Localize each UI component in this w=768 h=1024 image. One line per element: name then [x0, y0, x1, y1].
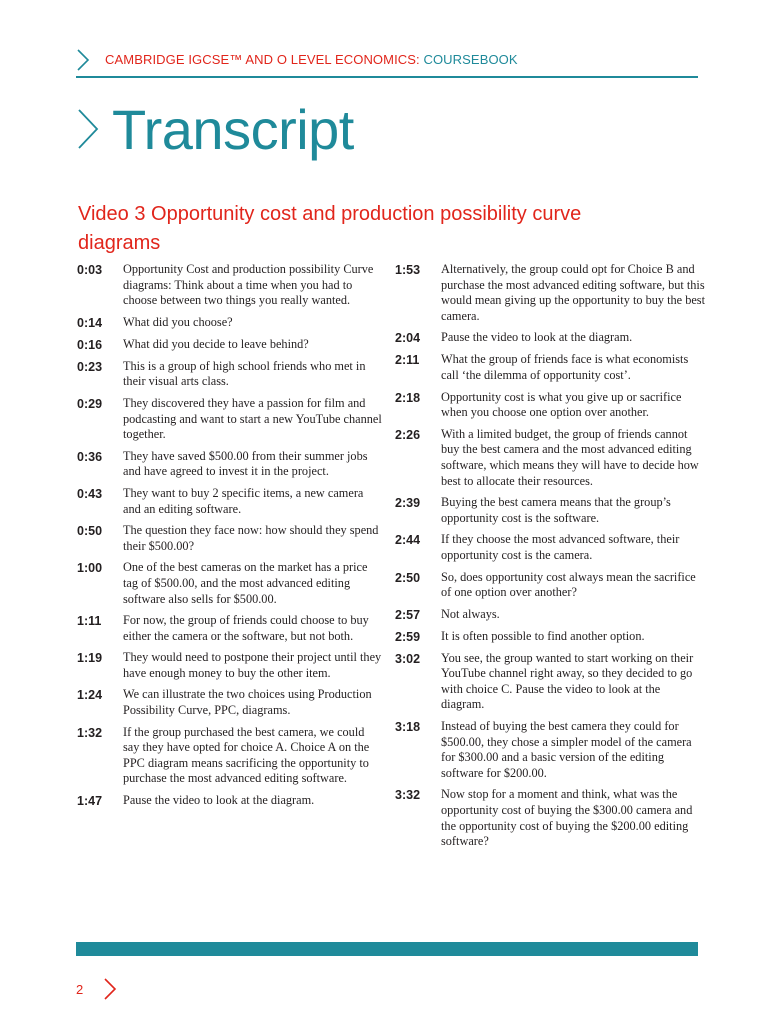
transcript-entry: [77, 560, 382, 607]
left-column: [77, 262, 382, 809]
timestamp: 1:24: [77, 688, 103, 703]
timestamp: 1:53: [395, 263, 421, 277]
timestamp: 0:29: [77, 396, 103, 411]
transcript-entry: [77, 650, 382, 681]
timestamp: 1:32: [77, 725, 103, 740]
transcript-text: You see, the group wanted to start working on their YouTube channel right away, so they decided to go with choice C. Pause the video to look at the diagram.: [441, 650, 694, 712]
transcript-entry: [395, 532, 705, 563]
running-header: [76, 44, 698, 78]
chevron-right-icon: [76, 48, 90, 72]
timestamp: 1:47: [77, 794, 103, 809]
transcript-text: For now, the group of friends could choose to buy either the camera or the software, but not both.: [123, 613, 369, 643]
transcript-entry: [77, 523, 382, 554]
timestamp: 2:04: [395, 331, 421, 346]
chevron-right-icon: [103, 977, 117, 1001]
timestamp: 1:19: [77, 651, 103, 666]
series-title: CAMBRIDGE IGCSE™ AND O LEVEL ECONOMICS:: [105, 52, 420, 67]
timestamp: 2:59: [395, 629, 421, 644]
transcript-text: Pause the video to look at the diagram.: [441, 330, 633, 345]
section-subtitle: Video 3 Opportunity cost and production possibility curve diagrams: [78, 203, 582, 254]
transcript-text: Instead of buying the best camera they could for $500.00, they chose a simpler model of the camera for $300.00 and a basic version of the editing software for $200.00.: [441, 719, 692, 780]
timestamp: 2:44: [395, 533, 421, 548]
timestamp: 0:36: [77, 449, 103, 464]
transcript-text: What did you choose?: [123, 314, 233, 329]
timestamp: 0:16: [77, 337, 103, 352]
chevron-right-icon: [76, 107, 100, 151]
timestamp: 0:14: [77, 315, 103, 330]
transcript-text: We can illustrate the two choices using Production Possibility Curve, PPC, diagrams.: [123, 687, 372, 718]
transcript-entry: [77, 613, 382, 644]
transcript-entry: [395, 390, 705, 421]
transcript-entry: [395, 330, 705, 346]
transcript-entry: [77, 687, 382, 718]
transcript-entry: [395, 427, 705, 489]
transcript-entry: [395, 629, 705, 645]
transcript-text: Alternatively, the group could opt for Choice B and purchase the most advanced editing software, but this would mean giving up the opportunity to buy the best camera.: [441, 262, 706, 323]
transcript-text: If they choose the most advanced software, their opportunity cost is the camera.: [441, 532, 680, 562]
transcript-entry: [395, 495, 705, 526]
timestamp: 1:11: [77, 614, 102, 629]
transcript-text: It is often possible to find another option.: [441, 628, 645, 643]
timestamp: 0:43: [77, 486, 103, 501]
transcript-text: One of the best cameras on the market has a price tag of $500.00, and the most advanced editing software also sells for $500.00.: [123, 560, 368, 606]
timestamp: 2:57: [395, 607, 421, 622]
transcript-text: Opportunity Cost and production possibility Curve diagrams: Think about a time when you had to choose between two things you really wanted.: [123, 262, 374, 308]
transcript-text: Buying the best camera means that the group’s opportunity cost is the software.: [441, 495, 671, 525]
footer-bar: [76, 942, 698, 956]
transcript-entry: [395, 719, 705, 781]
timestamp: 2:26: [395, 427, 421, 442]
transcript-entry: [395, 352, 705, 383]
transcript-entry: [77, 449, 382, 480]
transcript-text: With a limited budget, the group of friends cannot buy the best camera and the most advanced editing software, which means they will have to decide how best to allocate their resources.: [441, 426, 699, 488]
transcript-text: They discovered they have a passion for film and podcasting and want to start a new YouTube channel together.: [123, 395, 382, 442]
transcript-text: Pause the video to look at the diagram.: [123, 793, 315, 808]
transcript-entry: [395, 570, 705, 601]
transcript-entry: [77, 793, 382, 809]
transcript-text: This is a group of high school friends who met in their visual arts class.: [123, 358, 366, 389]
book-title: COURSEBOOK: [423, 52, 518, 67]
transcript-text: If the group purchased the best camera, we could say they have opted for choice A. Choice A on the PPC diagram means sacrificing the opportunity to purchase the most advanced editing software.: [123, 724, 370, 786]
timestamp: 2:50: [395, 570, 421, 585]
header-text: [105, 52, 518, 67]
page-number: 2: [76, 982, 84, 997]
transcript-text: The question they face now: how should they spend their $500.00?: [123, 523, 379, 553]
timestamp: 3:18: [395, 720, 421, 735]
timestamp: 0:03: [77, 263, 103, 277]
timestamp: 3:02: [395, 651, 421, 666]
timestamp: 1:00: [77, 561, 103, 576]
transcript-entry: [395, 787, 705, 849]
transcript-entry: [395, 651, 705, 713]
page-title: Transcript: [112, 98, 354, 161]
transcript-entry: [77, 262, 382, 309]
transcript-text: They want to buy 2 specific items, a new camera and an editing software.: [123, 485, 364, 516]
transcript-entry: [77, 396, 382, 443]
timestamp: 2:39: [395, 496, 421, 511]
transcript-text: Not always.: [441, 606, 500, 621]
timestamp: 3:32: [395, 788, 421, 803]
transcript-text: What did you decide to leave behind?: [123, 336, 309, 351]
transcript-text: They have saved $500.00 from their summer jobs and have agreed to invest it in the project.: [123, 448, 368, 479]
timestamp: 0:50: [77, 524, 103, 539]
transcript-text: What the group of friends face is what economists call ‘the dilemma of opportunity cost’.: [441, 352, 689, 382]
transcript-entry: [77, 337, 382, 353]
timestamp: 2:11: [395, 353, 420, 368]
transcript-entry: [77, 315, 382, 331]
transcript-text: Opportunity cost is what you give up or sacrifice when you choose one option over another.: [441, 389, 682, 420]
transcript-entry: [77, 725, 382, 787]
transcript-text: Now stop for a moment and think, what was the opportunity cost of buying the $300.00 camera and the opportunity cost of buying the $200.00 editing software?: [441, 787, 693, 849]
timestamp: 2:18: [395, 390, 421, 405]
transcript-entry: [77, 359, 382, 390]
transcript-entry: [395, 262, 705, 324]
transcript-text: They would need to postpone their project until they have enough money to buy the other item.: [123, 650, 382, 680]
timestamp: 0:23: [77, 359, 103, 374]
transcript-entry: [77, 486, 382, 517]
right-column: [395, 262, 705, 850]
transcript-entry: [395, 607, 705, 623]
transcript-text: So, does opportunity cost always mean the sacrifice of one option over another?: [441, 569, 696, 600]
